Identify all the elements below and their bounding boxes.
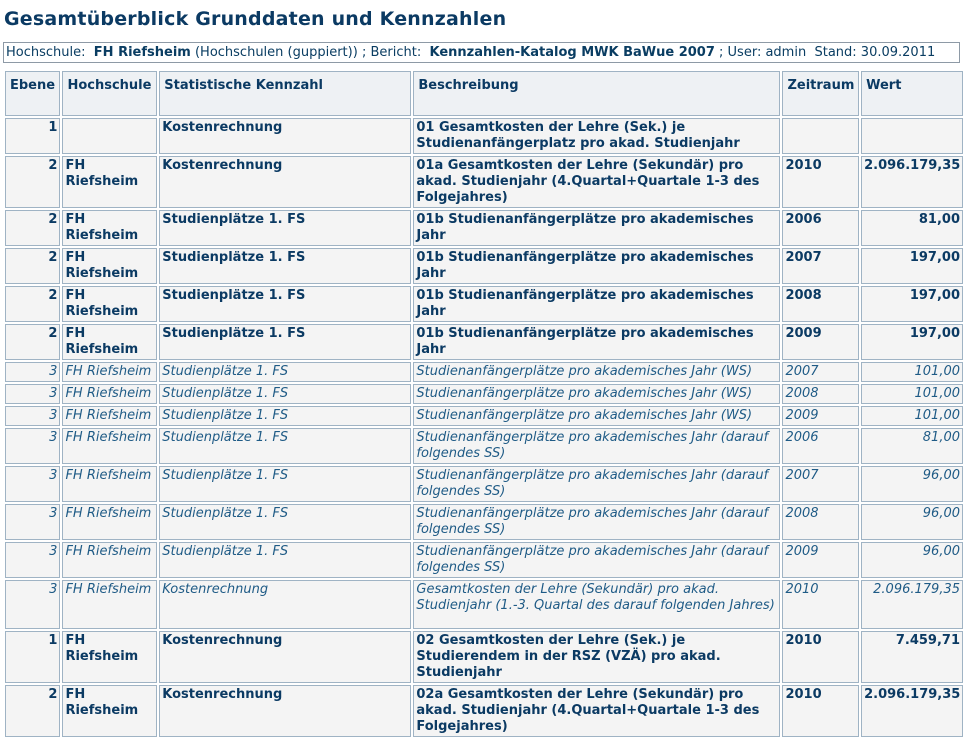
- cell-hochschule: FH Riefsheim: [62, 685, 157, 737]
- cell-hochschule: FH Riefsheim: [62, 580, 157, 629]
- table-row: [5, 286, 963, 322]
- cell-wert: 96,00: [861, 542, 963, 578]
- cell-hochschule: FH Riefsheim: [62, 210, 157, 246]
- cell-beschreibung: Studienanfängerplätze pro akademisches Jahr (WS): [413, 384, 780, 404]
- cell-zeitraum: 2007: [782, 466, 859, 502]
- cell-kennzahl: Kostenrechnung: [159, 580, 411, 629]
- user-label: ; User:: [719, 45, 762, 60]
- cell-wert: [861, 118, 963, 154]
- cell-zeitraum: 2008: [782, 286, 859, 322]
- table-row: [5, 504, 963, 540]
- cell-kennzahl: Studienplätze 1. FS: [159, 362, 411, 382]
- cell-kennzahl: Studienplätze 1. FS: [159, 248, 411, 284]
- bericht-value: Kennzahlen-Katalog MWK BaWue 2007: [429, 45, 715, 60]
- table-header-row: [5, 71, 963, 116]
- cell-hochschule: [62, 118, 157, 154]
- cell-ebene: 2: [5, 324, 60, 360]
- cell-ebene: 2: [5, 248, 60, 284]
- column-header-hochschule[interactable]: Hochschule: [62, 71, 157, 116]
- cell-ebene: 2: [5, 156, 60, 208]
- cell-wert: 96,00: [861, 504, 963, 540]
- cell-wert: 101,00: [861, 384, 963, 404]
- cell-kennzahl: Studienplätze 1. FS: [159, 406, 411, 426]
- cell-zeitraum: 2010: [782, 685, 859, 737]
- cell-wert: 81,00: [861, 428, 963, 464]
- cell-kennzahl: Studienplätze 1. FS: [159, 324, 411, 360]
- cell-ebene: 3: [5, 504, 60, 540]
- cell-kennzahl: Kostenrechnung: [159, 631, 411, 683]
- cell-zeitraum: 2008: [782, 504, 859, 540]
- cell-zeitraum: 2009: [782, 542, 859, 578]
- hochschule-label: Hochschule:: [6, 45, 86, 60]
- cell-zeitraum: 2010: [782, 580, 859, 629]
- cell-wert: 2.096.179,35: [861, 580, 963, 629]
- cell-beschreibung: Studienanfängerplätze pro akademisches Jahr (WS): [413, 362, 780, 382]
- cell-hochschule: FH Riefsheim: [62, 324, 157, 360]
- cell-ebene: 2: [5, 685, 60, 737]
- table-row: [5, 542, 963, 578]
- cell-zeitraum: 2009: [782, 406, 859, 426]
- table-row: [5, 580, 963, 629]
- cell-hochschule: FH Riefsheim: [62, 286, 157, 322]
- cell-wert: 96,00: [861, 466, 963, 502]
- report-info-bar: [3, 42, 960, 63]
- cell-beschreibung: 01 Gesamtkosten der Lehre (Sek.) je Studienanfängerplatz pro akad. Studienjahr: [413, 118, 780, 154]
- hochschule-value: FH Riefsheim: [93, 45, 191, 60]
- cell-zeitraum: 2007: [782, 362, 859, 382]
- hochschule-group: (Hochschulen (guppiert)): [194, 45, 358, 60]
- kennzahlen-table: [3, 69, 965, 739]
- column-header-beschreibung[interactable]: Beschreibung: [413, 71, 780, 116]
- cell-zeitraum: [782, 118, 859, 154]
- cell-kennzahl: Studienplätze 1. FS: [159, 210, 411, 246]
- page-title: Gesamtüberblick Grunddaten und Kennzahlen: [4, 8, 507, 30]
- cell-beschreibung: 01a Gesamtkosten der Lehre (Sekundär) pro akad. Studienjahr (4.Quartal+Quartale 1-3 des Folgejahres): [413, 156, 780, 208]
- cell-zeitraum: 2007: [782, 248, 859, 284]
- user-value: admin: [765, 45, 807, 60]
- cell-kennzahl: Kostenrechnung: [159, 156, 411, 208]
- cell-wert: 81,00: [861, 210, 963, 246]
- cell-ebene: 1: [5, 118, 60, 154]
- cell-wert: 101,00: [861, 406, 963, 426]
- cell-zeitraum: 2008: [782, 384, 859, 404]
- table-row: [5, 428, 963, 464]
- cell-kennzahl: Studienplätze 1. FS: [159, 542, 411, 578]
- cell-hochschule: FH Riefsheim: [62, 362, 157, 382]
- cell-beschreibung: Studienanfängerplätze pro akademisches Jahr (darauf folgendes SS): [413, 428, 780, 464]
- cell-beschreibung: 02 Gesamtkosten der Lehre (Sek.) je Studierendem in der RSZ (VZÄ) pro akad. Studienjahr: [413, 631, 780, 683]
- column-header-kennzahl[interactable]: Statistische Kennzahl: [159, 71, 411, 116]
- cell-wert: 197,00: [861, 324, 963, 360]
- cell-wert: 2.096.179,35: [861, 156, 963, 208]
- table-row: [5, 118, 963, 154]
- cell-ebene: 3: [5, 580, 60, 629]
- table-row: [5, 466, 963, 502]
- cell-beschreibung: 01b Studienanfängerplätze pro akademisches Jahr: [413, 248, 780, 284]
- cell-ebene: 1: [5, 631, 60, 683]
- column-header-wert[interactable]: Wert: [861, 71, 963, 116]
- table-row: [5, 324, 963, 360]
- cell-wert: 197,00: [861, 248, 963, 284]
- cell-hochschule: FH Riefsheim: [62, 156, 157, 208]
- cell-beschreibung: 01b Studienanfängerplätze pro akademisches Jahr: [413, 286, 780, 322]
- cell-ebene: 3: [5, 406, 60, 426]
- table-row: [5, 156, 963, 208]
- bericht-label: ; Bericht:: [361, 45, 422, 60]
- cell-ebene: 3: [5, 542, 60, 578]
- cell-beschreibung: Gesamtkosten der Lehre (Sekundär) pro akad. Studienjahr (1.-3. Quartal des darauf folgenden Jahres): [413, 580, 780, 629]
- cell-hochschule: FH Riefsheim: [62, 406, 157, 426]
- cell-hochschule: FH Riefsheim: [62, 504, 157, 540]
- cell-hochschule: FH Riefsheim: [62, 384, 157, 404]
- stand-label: Stand:: [814, 45, 857, 60]
- cell-kennzahl: Studienplätze 1. FS: [159, 384, 411, 404]
- cell-beschreibung: 01b Studienanfängerplätze pro akademisches Jahr: [413, 210, 780, 246]
- cell-kennzahl: Studienplätze 1. FS: [159, 466, 411, 502]
- cell-beschreibung: Studienanfängerplätze pro akademisches Jahr (darauf folgendes SS): [413, 504, 780, 540]
- cell-zeitraum: 2006: [782, 428, 859, 464]
- table-row: [5, 631, 963, 683]
- cell-zeitraum: 2010: [782, 631, 859, 683]
- cell-hochschule: FH Riefsheim: [62, 248, 157, 284]
- cell-ebene: 3: [5, 466, 60, 502]
- cell-ebene: 3: [5, 362, 60, 382]
- cell-hochschule: FH Riefsheim: [62, 466, 157, 502]
- cell-zeitraum: 2009: [782, 324, 859, 360]
- cell-wert: 197,00: [861, 286, 963, 322]
- cell-zeitraum: 2010: [782, 156, 859, 208]
- cell-ebene: 3: [5, 384, 60, 404]
- cell-wert: 101,00: [861, 362, 963, 382]
- cell-beschreibung: Studienanfängerplätze pro akademisches Jahr (darauf folgendes SS): [413, 542, 780, 578]
- table-row: [5, 210, 963, 246]
- cell-hochschule: FH Riefsheim: [62, 631, 157, 683]
- cell-hochschule: FH Riefsheim: [62, 542, 157, 578]
- cell-wert: 2.096.179,35: [861, 685, 963, 737]
- cell-beschreibung: Studienanfängerplätze pro akademisches Jahr (WS): [413, 406, 780, 426]
- table-row: [5, 685, 963, 737]
- table-body: [5, 118, 963, 737]
- stand-value: 30.09.2011: [860, 45, 936, 60]
- cell-kennzahl: Studienplätze 1. FS: [159, 286, 411, 322]
- cell-ebene: 2: [5, 210, 60, 246]
- column-header-zeitraum[interactable]: Zeitraum: [782, 71, 859, 116]
- table-row: [5, 384, 963, 404]
- cell-ebene: 2: [5, 286, 60, 322]
- column-header-ebene[interactable]: Ebene: [5, 71, 60, 116]
- cell-hochschule: FH Riefsheim: [62, 428, 157, 464]
- cell-beschreibung: 02a Gesamtkosten der Lehre (Sekundär) pro akad. Studienjahr (4.Quartal+Quartale 1-3 des Folgejahres): [413, 685, 780, 737]
- table-row: [5, 406, 963, 426]
- cell-kennzahl: Kostenrechnung: [159, 685, 411, 737]
- cell-kennzahl: Studienplätze 1. FS: [159, 504, 411, 540]
- cell-kennzahl: Studienplätze 1. FS: [159, 428, 411, 464]
- table-row: [5, 248, 963, 284]
- cell-beschreibung: 01b Studienanfängerplätze pro akademisches Jahr: [413, 324, 780, 360]
- cell-beschreibung: Studienanfängerplätze pro akademisches Jahr (darauf folgendes SS): [413, 466, 780, 502]
- cell-kennzahl: Kostenrechnung: [159, 118, 411, 154]
- table-row: [5, 362, 963, 382]
- cell-zeitraum: 2006: [782, 210, 859, 246]
- cell-ebene: 3: [5, 428, 60, 464]
- cell-wert: 7.459,71: [861, 631, 963, 683]
